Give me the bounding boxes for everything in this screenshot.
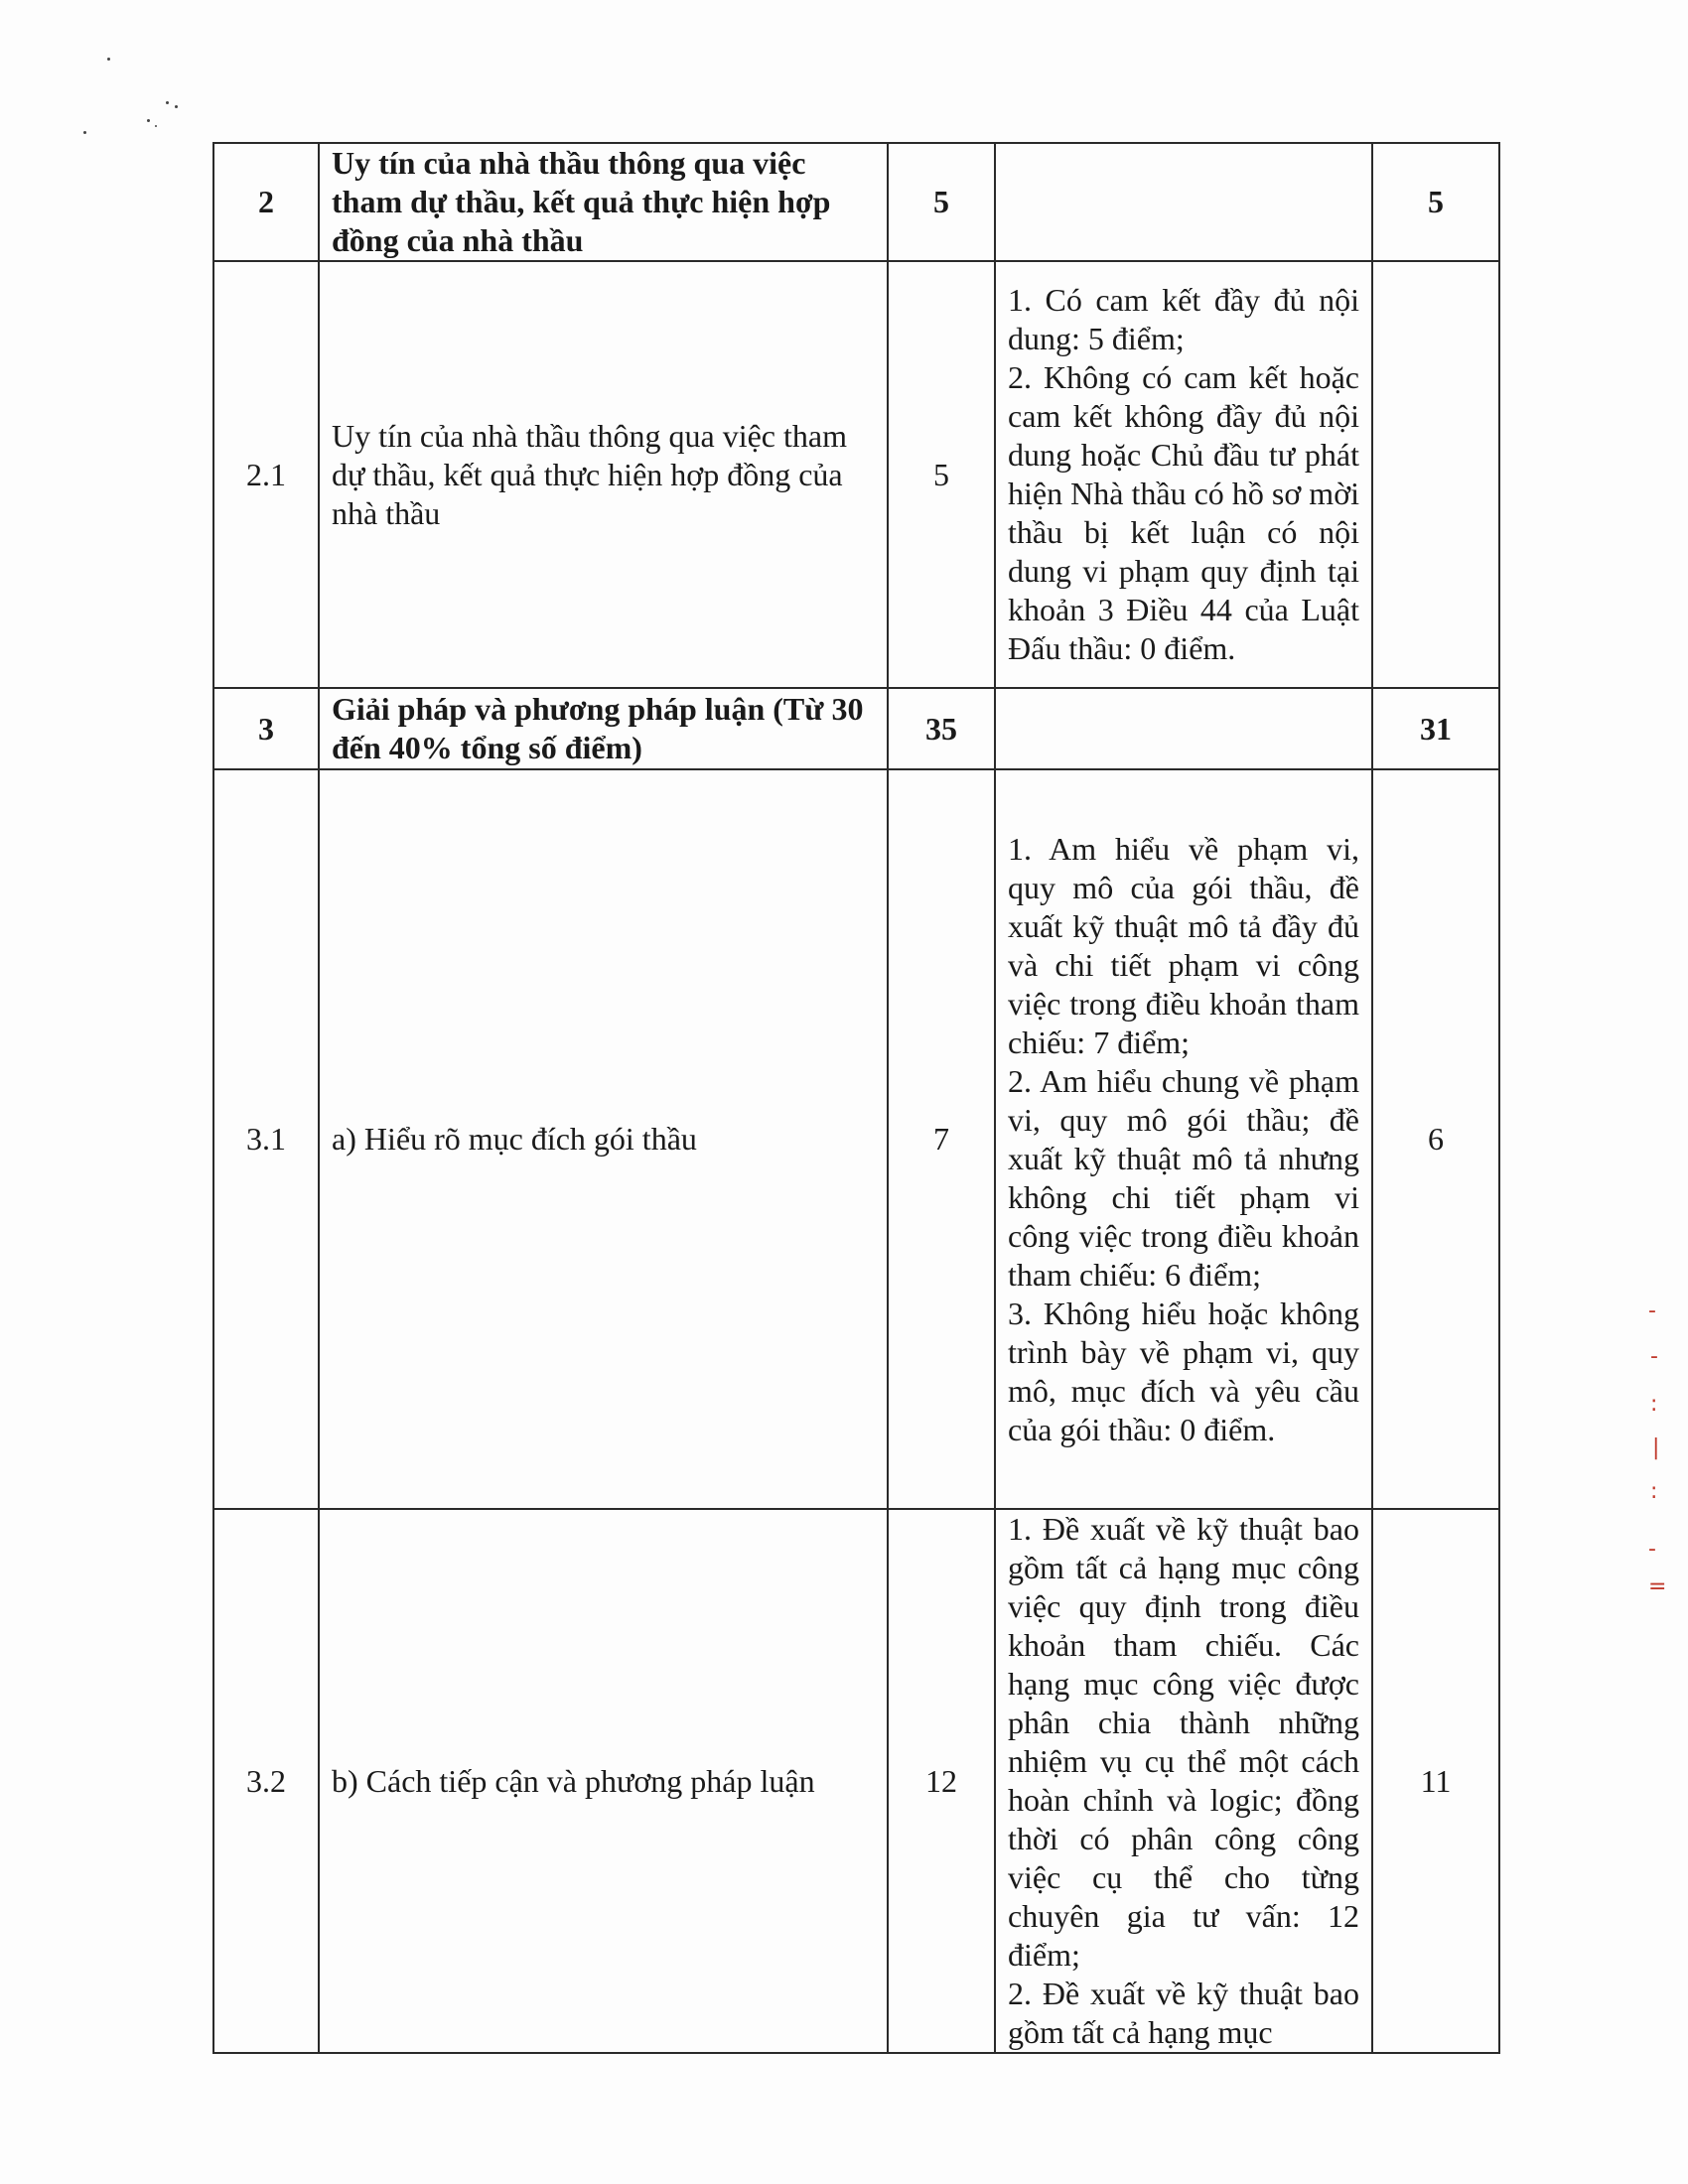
scan-speck [107,58,110,61]
row-content: b) Cách tiếp cận và phương pháp luận [319,1509,888,2053]
table-row-3 [213,688,1499,769]
table-row-2-1 [213,261,1499,688]
scoring-criteria [995,143,1372,261]
max-score: 12 [888,1509,995,2053]
row-content: Uy tín của nhà thầu thông qua việc tham dự thầu, kết quả thực hiện hợp đồng của nhà thầu [319,261,888,688]
scan-speck [155,125,157,127]
awarded-score [1372,261,1499,688]
row-number: 3.1 [213,769,319,1509]
margin-stamp-fragment: : [1650,1392,1658,1417]
row-content: Giải pháp và phương pháp luận (Từ 30 đến 40% tổng số điểm) [319,688,888,769]
row-content: Uy tín của nhà thầu thông qua việc tham dự thầu, kết quả thực hiện hợp đồng của nhà thầu [319,143,888,261]
scan-speck [175,105,178,108]
awarded-score: 5 [1372,143,1499,261]
scoring-criteria: 1. Đề xuất về kỹ thuật bao gồm tất cả hạng mục công việc quy định trong điều khoản tham chiếu. Các hạng mục công việc được phân chia thành những nhiệm vụ cụ thể một cách hoàn chỉnh và logic; đồng thời có phân công công việc cụ thể cho từng chuyên gia tư vấn: 12 điểm; 2. Đề xuất về kỹ thuật bao gồm tất cả hạng mục [995,1509,1372,2053]
table-row-3-1 [213,769,1499,1509]
scan-speck [147,119,150,122]
table-row-3-2 [213,1509,1499,2053]
max-score: 5 [888,143,995,261]
margin-stamp-fragment: | [1652,1435,1660,1460]
awarded-score: 6 [1372,769,1499,1509]
scoring-criteria: 1. Am hiểu về phạm vi, quy mô của gói thầu, đề xuất kỹ thuật mô tả đầy đủ và chi tiết phạm vi công việc trong điều khoản tham chiếu: 7 điểm; 2. Am hiểu chung về phạm vi, quy mô gói thầu; đề xuất kỹ thuật mô tả nhưng không chi tiết phạm vi công việc trong điều khoản tham chiếu: 6 điểm; 3. Không hiểu hoặc không trình bày về phạm vi, quy mô, mục đích và yêu cầu của gói thầu: 0 điểm. [995,769,1372,1509]
margin-stamp-fragment: = [1648,1574,1667,1599]
row-number: 3.2 [213,1509,319,2053]
scoring-criteria: 1. Có cam kết đầy đủ nội dung: 5 điểm; 2. Không có cam kết hoặc cam kết không đầy đủ nội dung hoặc Chủ đầu tư phát hiện Nhà thầu có hồ sơ mời thầu bị kết luận có nội dung vi phạm quy định tại khoản 3 Điều 44 của Luật Đấu thầu: 0 điểm. [995,261,1372,688]
row-number: 3 [213,688,319,769]
table-row-2 [213,143,1499,261]
awarded-score: 11 [1372,1509,1499,2053]
max-score: 5 [888,261,995,688]
evaluation-criteria-table [212,142,1500,2054]
scoring-criteria [995,688,1372,769]
max-score: 35 [888,688,995,769]
max-score: 7 [888,769,995,1509]
row-number: 2.1 [213,261,319,688]
row-content: a) Hiểu rõ mục đích gói thầu [319,769,888,1509]
margin-stamp-fragment: : [1650,1479,1658,1504]
scan-speck [83,131,86,134]
margin-stamp-fragment: - [1648,1298,1656,1323]
margin-stamp-fragment: - [1650,1344,1658,1369]
row-number: 2 [213,143,319,261]
margin-stamp-fragment: - [1648,1537,1656,1562]
scan-speck [166,101,169,104]
awarded-score: 31 [1372,688,1499,769]
